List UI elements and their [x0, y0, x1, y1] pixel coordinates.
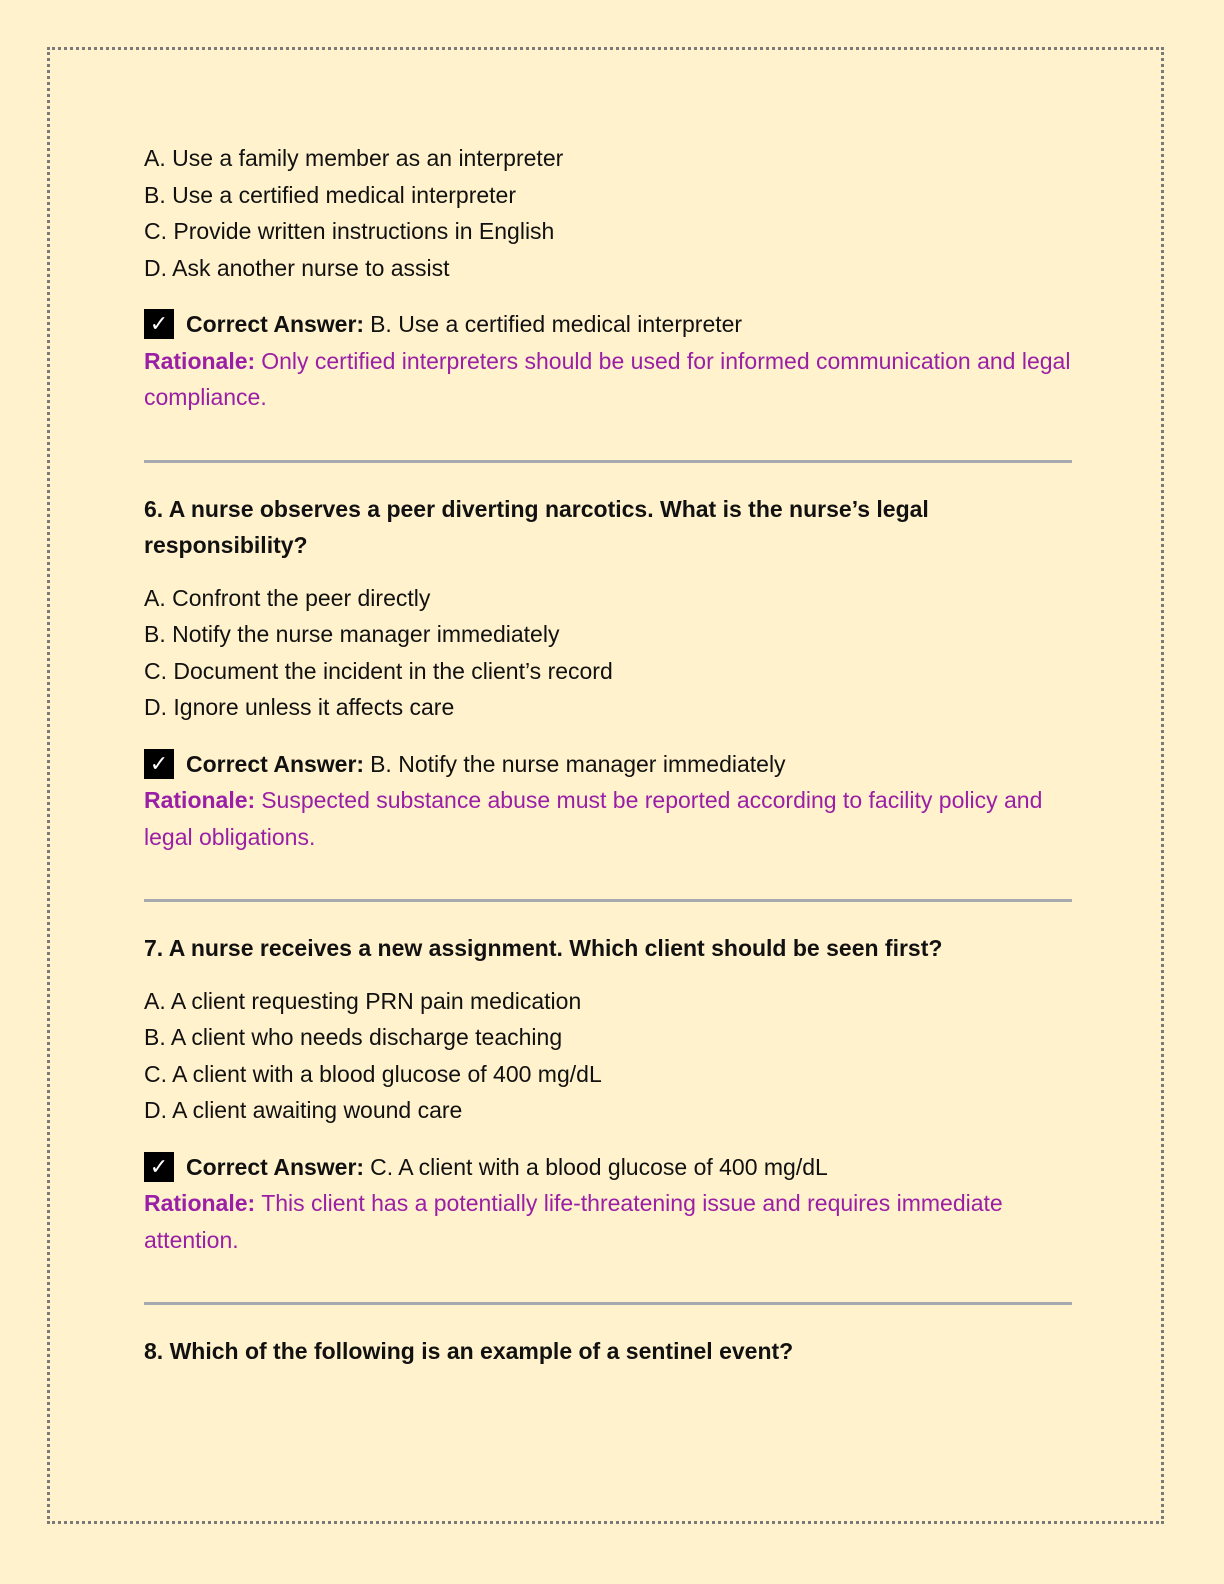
- option-d: D. Ignore unless it affects care: [144, 694, 455, 720]
- document-content: [144, 140, 1074, 1370]
- section-divider: [144, 899, 1072, 902]
- rationale-text: This client has a potentially life-threatening issue and requires immediate attention.: [144, 1190, 1003, 1253]
- question-6-block: [144, 491, 1074, 856]
- option-d: D. A client awaiting wound care: [144, 1097, 463, 1123]
- rationale: [144, 782, 1074, 855]
- correct-answer-text: B. Notify the nurse manager immediately: [370, 750, 786, 777]
- section-divider: [144, 1302, 1072, 1305]
- option-a: A. Use a family member as an interpreter: [144, 145, 564, 171]
- rationale-text: Suspected substance abuse must be reported according to facility policy and legal obligations.: [144, 787, 1043, 850]
- check-box-icon: ✓: [144, 1152, 174, 1182]
- option-b: B. Use a certified medical interpreter: [144, 181, 516, 208]
- check-box-icon: ✓: [144, 749, 174, 779]
- question-7-block: [144, 930, 1074, 1258]
- option-b: B. Notify the nurse manager immediately: [144, 621, 560, 647]
- rationale: [144, 343, 1074, 416]
- option-d: D. Ask another nurse to assist: [144, 254, 450, 281]
- rationale-text: Only certified interpreters should be used for informed communication and legal compliance.: [144, 347, 1071, 410]
- question-8: 8. Which of the following is an example of a sentinel event?: [144, 1338, 794, 1364]
- option-b: B. A client who needs discharge teaching: [144, 1024, 563, 1050]
- question-6: 6. A nurse observes a peer diverting narcotics. What is the nurse’s legal responsibility?: [144, 495, 929, 558]
- correct-answer-label: Correct Answer:: [186, 311, 365, 337]
- rationale-label: Rationale:: [144, 347, 256, 374]
- correct-answer-label: Correct Answer:: [186, 750, 365, 777]
- option-c: C. Document the incident in the client’s record: [144, 657, 613, 684]
- rationale-label: Rationale:: [144, 787, 256, 813]
- correct-answer-text: C. A client with a blood glucose of 400 mg/dL: [370, 1153, 828, 1180]
- rationale: [144, 1185, 1074, 1258]
- rationale-label: Rationale:: [144, 1190, 256, 1216]
- question-5-block: [144, 140, 1074, 416]
- option-c: C. A client with a blood glucose of 400 mg/dL: [144, 1060, 602, 1087]
- option-a: A. A client requesting PRN pain medication: [144, 987, 582, 1014]
- check-box-icon: ✓: [144, 309, 174, 339]
- correct-answer: [144, 746, 1074, 783]
- correct-answer-label: Correct Answer:: [186, 1153, 365, 1180]
- option-a: A. Confront the peer directly: [144, 584, 431, 611]
- option-c: C. Provide written instructions in English: [144, 218, 555, 244]
- question-8-block: [144, 1333, 1074, 1370]
- question-7: 7. A nurse receives a new assignment. Which client should be seen first?: [144, 935, 943, 961]
- correct-answer-text: B. Use a certified medical interpreter: [370, 311, 743, 337]
- section-divider: [144, 460, 1072, 463]
- correct-answer: [144, 1149, 1074, 1186]
- correct-answer: [144, 306, 1074, 343]
